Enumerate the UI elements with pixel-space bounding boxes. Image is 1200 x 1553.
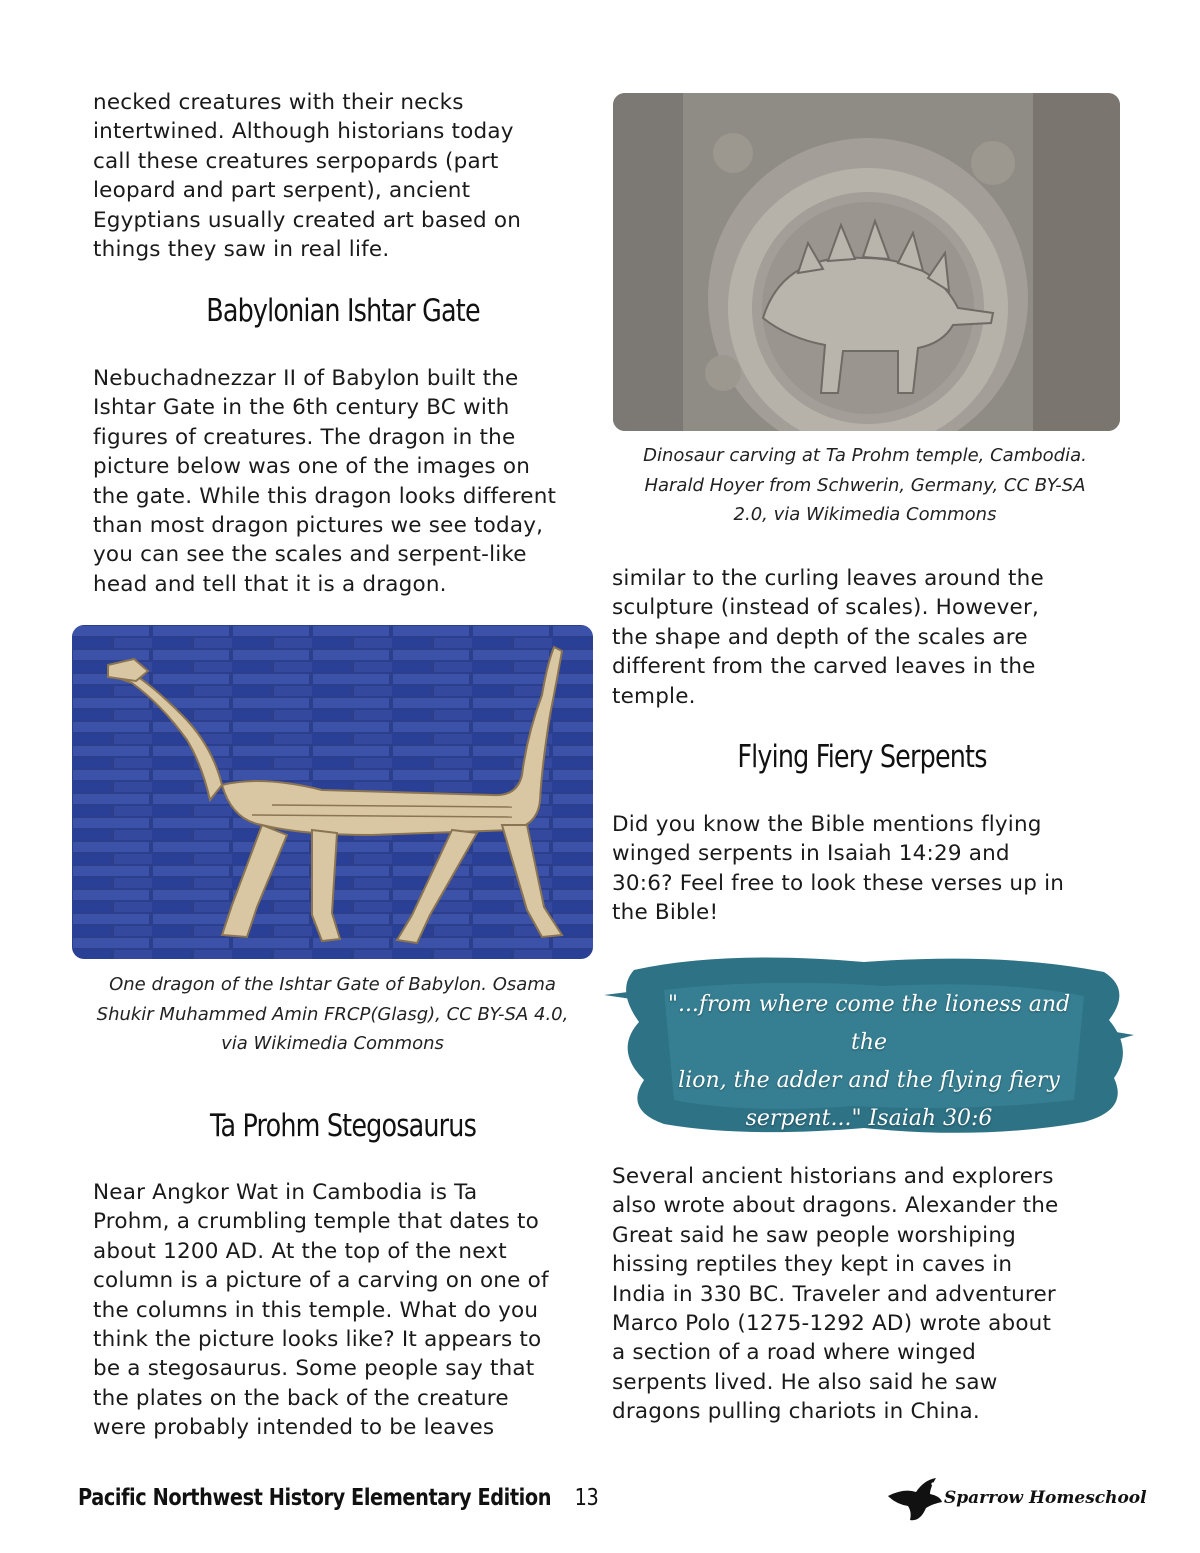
sparrow-bird-icon xyxy=(886,1474,944,1524)
carving-caption: Dinosaur carving at Ta Prohm temple, Cambodia. Harald Hoyer from Schwerin, Germany, CC BY-SA 2.0, via Wikimedia Commons xyxy=(643,445,1087,525)
ishtar-dragon-image xyxy=(72,625,593,959)
footer-book-title xyxy=(78,1485,598,1511)
heading-ta-prohm: Ta Prohm Stegosaurus xyxy=(209,1108,477,1144)
page-number: 13 xyxy=(574,1485,599,1511)
heading-ishtar-gate: Babylonian Ishtar Gate xyxy=(206,293,480,329)
serpents-paragraph: Did you know the Bible mentions flying winged serpents in Isaiah 14:29 and 30:6? Feel free to look these verses up in the Bible! xyxy=(612,812,1065,926)
taprohm-paragraph: Near Angkor Wat in Cambodia is Ta Prohm, a crumbling temple that dates to about 1200 AD. At the top of the next column is a picture of a carving on one of the columns in this temple. What do you think the picture looks like? It appears to be a stegosaurus. Some people say that the plates on the back of the creature were probably intended to be leaves xyxy=(93,1180,549,1441)
stegosaurus-carving-image xyxy=(613,93,1120,431)
isaiah-quote-text: "...from where come the lioness and the lion, the adder and the flying fiery serpent..." Isaiah 30:6 xyxy=(667,992,1071,1131)
brand-logo xyxy=(886,1474,1147,1524)
intro-paragraph: necked creatures with their necks intertwined. Although historians today call these creatures serpopards (part leopard and part serpent), ancient Egyptians usually created art based on things they saw in real life. xyxy=(93,90,522,263)
heading-flying-serpents: Flying Fiery Serpents xyxy=(737,739,987,775)
book-title: Pacific Northwest History Elementary Edition xyxy=(78,1485,552,1511)
continued-paragraph: similar to the curling leaves around the sculpture (instead of scales). However, the shape and depth of the scales are different from the carved leaves in the temple. xyxy=(612,566,1044,709)
ishtar-caption: One dragon of the Ishtar Gate of Babylon. Osama Shukir Muhammed Amin FRCP(Glasg), CC BY-SA 4.0, via Wikimedia Commons xyxy=(96,974,569,1054)
ishtar-paragraph: Nebuchadnezzar II of Babylon built the Ishtar Gate in the 6th century BC with figures of creatures. The dragon in the picture below was one of the images on the gate. While this dragon looks different than most dragon pictures we see today, you can see the scales and serpent-like head and tell that it is a dragon. xyxy=(93,366,557,597)
ishtar-dragon-photo xyxy=(72,625,593,959)
stegosaurus-carving-photo xyxy=(613,93,1120,431)
brand-name: Sparrow Homeschool xyxy=(944,1488,1147,1508)
historians-paragraph: Several ancient historians and explorers also wrote about dragons. Alexander the Great said he saw people worshiping hissing reptiles they kept in caves in India in 330 BC. Traveler and adventurer Marco Polo (1275-1292 AD) wrote about a section of a road where winged serpents lived. He also said he saw dragons pulling chariots in China. xyxy=(612,1164,1059,1425)
isaiah-quote-box xyxy=(604,950,1134,1140)
